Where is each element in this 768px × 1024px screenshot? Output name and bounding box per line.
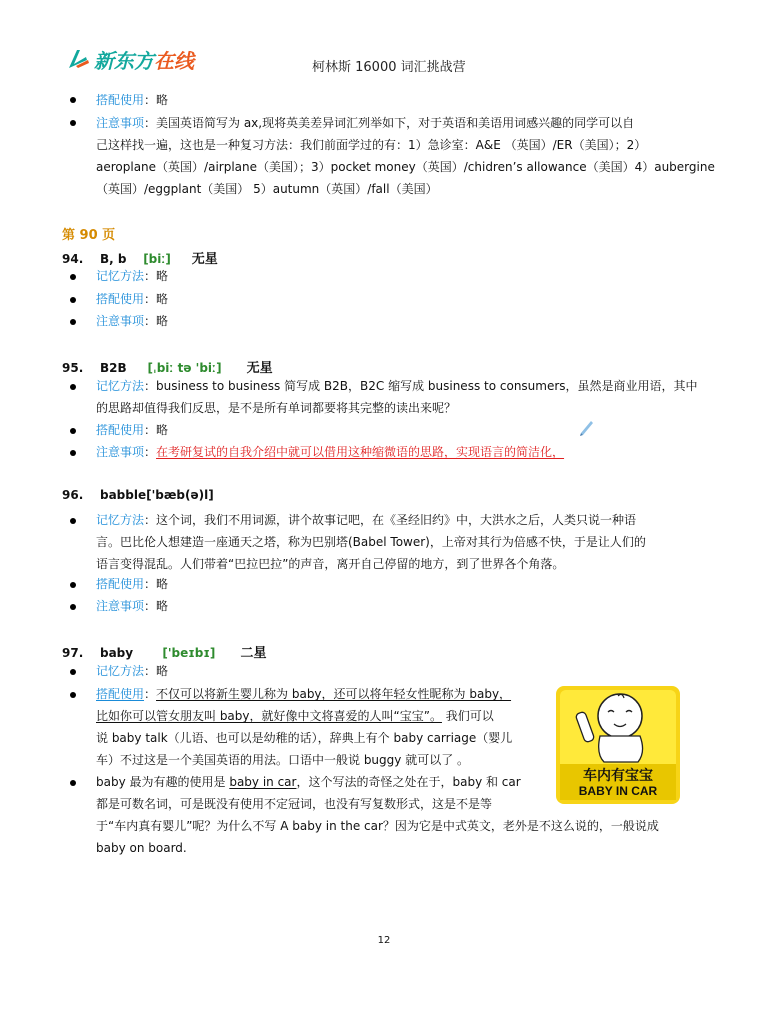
document-title: 柯林斯 16000 词汇挑战营: [312, 60, 466, 75]
bullet: [70, 297, 76, 303]
baby-body-icon: [599, 736, 643, 762]
entry-97-memory: 记忆方法：略: [96, 664, 169, 678]
entry-97-collocation-line1: 搭配使用：不仅可以将新生婴儿称为 baby，还可以将年轻女性昵称为 baby，: [96, 687, 512, 701]
intro-notes-line4: （英国）/eggplant（美国） 5）autumn（英国）/fall（美国）: [96, 182, 438, 196]
intro-notes-line1: 注意事项：美国英语简写为 ax,现将英美差异词汇列举如下，对于英语和美语用词感兴趣的同学可以自: [96, 116, 635, 130]
highlighted-note: 在考研复试的自我介绍中就可以借用这种缩微语的思路，实现语言的简洁化，: [156, 445, 565, 459]
bullet: [70, 669, 76, 675]
entry-97-heading: 97. baby ['beɪbɪ] 二星: [62, 646, 267, 661]
bullet: [70, 780, 76, 786]
entry-96-notes: 注意事项：略: [96, 599, 169, 613]
page-section-tag: 第 90 页: [62, 228, 116, 243]
bullet: [70, 692, 76, 698]
baby-head-icon: [598, 694, 642, 738]
entry-95-memory-line2: 的思路却值得我们反思，是不是所有单词都要将其完整的读出来呢？: [96, 401, 457, 415]
intro-notes-line3: aeroplane（英国）/airplane（美国）；3）pocket money（英国）/chidren’s allowance（美国）4）aubergine: [96, 160, 715, 174]
entry-95-heading: 95. B2B [ˌbiː tə 'biː] 无星: [62, 361, 273, 376]
bullet: [70, 319, 76, 325]
entry-94-heading: 94. B, b [biː] 无星: [62, 252, 218, 267]
page-number: 12: [377, 935, 391, 946]
bullet: [70, 428, 76, 434]
bullet: [70, 450, 76, 456]
bullet: [70, 604, 76, 610]
entry-97-usage-line2: 都是可数名词，可是既没有使用不定冠词，也没有写复数形式，这是不是等: [96, 797, 493, 811]
entry-96-collocation: 搭配使用：略: [96, 577, 169, 591]
entry-95-notes: 注意事项：在考研复试的自我介绍中就可以借用这种缩微语的思路，实现语言的简洁化，: [96, 445, 565, 459]
entry-96-memory-line3: 语言变得混乱。人们带着“巴拉巴拉”的声音，离开自己停留的地方，到了世界各个角落。: [96, 557, 565, 571]
logo-text: 新东方在线: [94, 50, 194, 73]
entry-94-memory: 记忆方法：略: [96, 269, 169, 283]
bullet: [70, 582, 76, 588]
bullet: [70, 384, 76, 390]
entry-97-collocation-line3: 说 baby talk（儿语、也可以是幼稚的话），辞典上有个 baby carriage（婴儿: [96, 731, 513, 745]
baby-in-car-sticker: [556, 686, 680, 804]
bullet: [70, 120, 76, 126]
bullet: [70, 518, 76, 524]
entry-95-memory-line1: 记忆方法：business to business 简写成 B2B，B2C 缩写成 business to consumers，虽然是商业用语，其中: [96, 379, 698, 393]
entry-96-heading: 96. babble['bæb(ə)l]: [62, 488, 214, 502]
entry-97-collocation-line4: 车）不过这是一个美国英语的用法。口语中一般说 buggy 就可以了 。: [96, 753, 470, 767]
bullet: [70, 274, 76, 280]
intro-collocation: 搭配使用：略: [96, 93, 169, 107]
logo-mark-icon: [66, 48, 90, 70]
entry-96-memory-line2: 言。巴比伦人想建造一座通天之塔，称为巴别塔(Babel Tower)，上帝对其行为倍感不快，于是让人们的: [96, 535, 646, 549]
entry-97-usage-line3: 于“车内真有婴儿”呢？为什么不写 A baby in the car？因为它是中式英文，老外是不这么说的，一般说成: [96, 819, 659, 833]
intro-notes-line2: 己这样找一遍，这也是一种复习方法：我们前面学过的有：1）急诊室：A&E （英国）/ER（美国）；2）: [96, 138, 647, 152]
sticker-en-text: BABY IN CAR: [578, 784, 658, 798]
brand-logo: [66, 44, 194, 74]
entry-94-collocation: 搭配使用：略: [96, 292, 169, 306]
entry-94-notes: 注意事项：略: [96, 314, 169, 328]
bullet: [70, 97, 76, 103]
entry-97-collocation-line2: 比如你可以管女朋友叫 baby，就好像中文将喜爱的人叫“宝宝”。 我们可以: [96, 709, 494, 723]
entry-96-memory-line1: 记忆方法：这个词，我们不用词源，讲个故事记吧，在《圣经旧约》中，大洪水之后，人类只说一种语: [96, 513, 637, 527]
entry-97-usage-line4: baby on board.: [96, 841, 187, 855]
entry-97-usage-line1: baby 最为有趣的使用是 baby in car，这个写法的奇怪之处在于，baby 和 car: [96, 775, 521, 789]
sticker-cn-text: 车内有宝宝: [583, 768, 653, 784]
page-header: [0, 0, 768, 90]
pen-annotation-icon: [578, 418, 596, 436]
entry-95-collocation: 搭配使用：略: [96, 423, 169, 437]
